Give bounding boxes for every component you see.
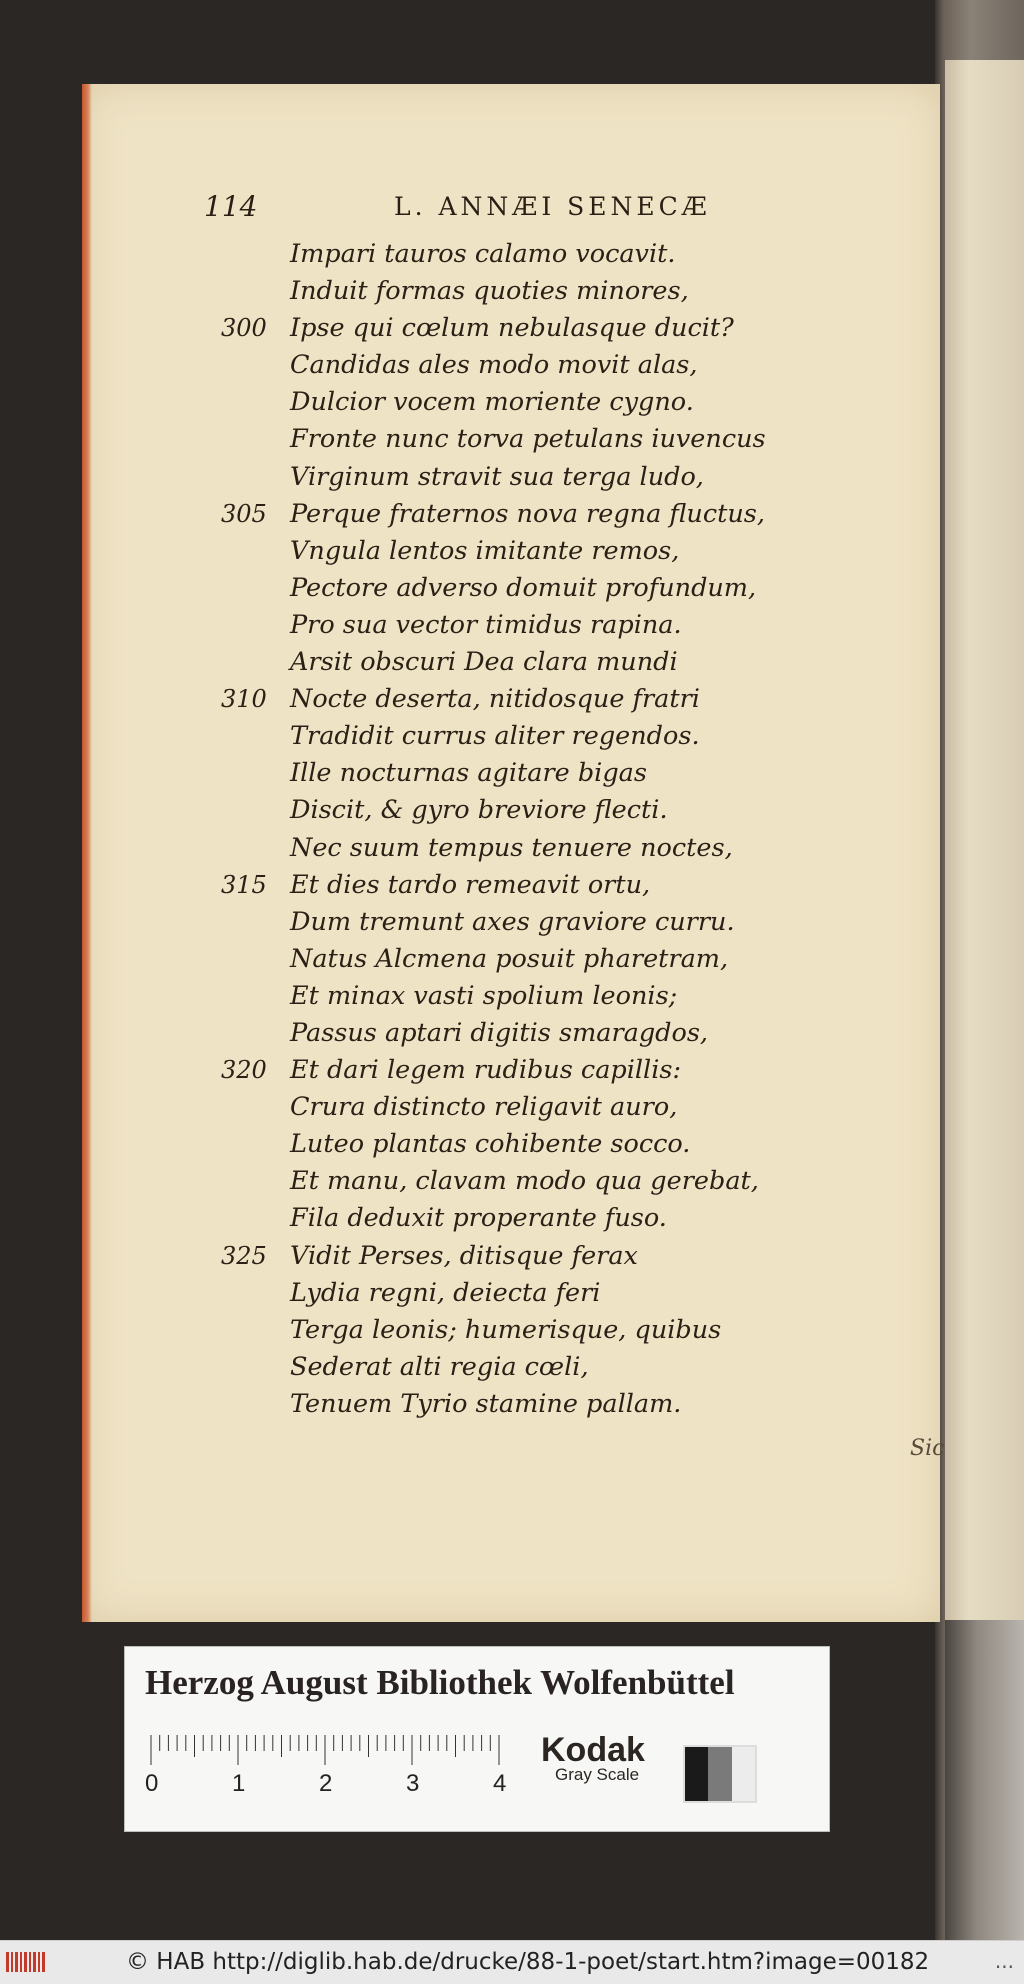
verse-line — [221, 1238, 824, 1275]
verse-text: Et minax vasti spolium leonis; — [290, 980, 678, 1011]
verse-line — [224, 1275, 824, 1312]
verse-line — [224, 347, 824, 384]
verse-text: Nec suum tempus tenuere noctes, — [290, 832, 733, 863]
gray-patch — [708, 1747, 731, 1801]
verse-text: Vidit Perses, ditisque ferax — [290, 1240, 638, 1271]
more-icon[interactable]: ... — [994, 1949, 1014, 1973]
verse-text: Natus Alcmena posuit pharetram, — [290, 943, 729, 974]
verse-text: Ipse qui cœlum nebulasque ducit? — [290, 313, 734, 344]
ruler-label: 1 — [232, 1770, 246, 1797]
verse-line — [224, 792, 824, 829]
verse-text: Virginum stravit sua terga ludo, — [290, 461, 704, 492]
verse-text: Candidas ales modo movit alas, — [290, 350, 698, 381]
verse-line — [224, 607, 824, 644]
verse-text: Et dies tardo remeavit ortu, — [290, 869, 651, 900]
verse-line — [224, 273, 824, 310]
verse-line — [224, 755, 824, 792]
verse-text: Passus aptari digitis smaragdos, — [290, 1017, 709, 1048]
adjacent-page — [945, 60, 1024, 1620]
verse-text: Arsit obscuri Dea clara mundi — [290, 647, 678, 678]
verse-line — [224, 236, 824, 273]
verse-text: Pro sua vector timidus rapina. — [290, 609, 682, 640]
verse-line — [224, 533, 824, 570]
verse-text: Et dari legem rudibus capillis: — [290, 1055, 682, 1086]
hab-barcode-icon — [6, 1950, 48, 1974]
verse-text: Fronte nunc torva petulans iuvencus — [290, 424, 766, 455]
status-bar — [0, 1940, 1024, 1984]
page-number: 114 — [204, 190, 258, 223]
gray-swatch — [683, 1745, 757, 1803]
verse-text: Et manu, clavam modo qua gerebat, — [290, 1166, 759, 1197]
line-number: 325 — [221, 1241, 267, 1270]
verse-line — [224, 830, 824, 867]
verse-text: Induit formas quoties minores, — [290, 276, 689, 307]
verse-text: Dum tremunt axes graviore curru. — [290, 906, 735, 937]
line-number: 320 — [221, 1056, 267, 1085]
verse-line — [221, 681, 824, 718]
verse-line — [224, 904, 824, 941]
verse-line — [224, 384, 824, 421]
verse-line — [224, 1312, 824, 1349]
kodak-logo: Kodak — [541, 1731, 645, 1769]
gray-patch — [732, 1747, 755, 1801]
verse-line — [224, 1200, 824, 1237]
library-name: Herzog August Bibliothek Wolfenbüttel — [145, 1663, 735, 1702]
line-number: 310 — [221, 685, 267, 714]
gray-patch — [685, 1747, 708, 1801]
library-color-strip — [124, 1646, 830, 1832]
verse-line — [221, 1052, 824, 1089]
verse-text: Perque fraternos nova regna fluctus, — [290, 498, 765, 529]
running-head: L. ANNÆI SENECÆ — [394, 192, 711, 221]
line-number: 300 — [221, 314, 267, 343]
verse-line — [224, 1349, 824, 1386]
source-citation[interactable]: © HAB http://diglib.hab.de/drucke/88-1-poet/start.htm?image=00182 — [126, 1949, 930, 1975]
ruler-label: 0 — [145, 1770, 159, 1797]
verse-line — [224, 1386, 824, 1423]
verse-line — [224, 978, 824, 1015]
ruler-label: 3 — [406, 1770, 420, 1797]
line-number: 305 — [221, 499, 267, 528]
red-page-edge — [82, 84, 92, 1622]
verse-text: Vngula lentos imitante remos, — [290, 535, 680, 566]
ruler-label: 4 — [493, 1770, 507, 1797]
verse-line — [224, 1089, 824, 1126]
verse-text: Nocte deserta, nitidosque fratri — [290, 684, 700, 715]
verse-text: Ille nocturnas agitare bigas — [290, 758, 647, 789]
verse-line — [221, 496, 824, 533]
verse-text: Impari tauros calamo vocavit. — [290, 239, 676, 269]
verse-text: Tenuem Tyrio stamine pallam. — [290, 1388, 682, 1419]
verse-line — [221, 310, 824, 347]
verse-text: Dulcior vocem moriente cygno. — [290, 387, 694, 418]
verse-line — [221, 867, 824, 904]
verse-line — [224, 1126, 824, 1163]
verse-line — [224, 644, 824, 681]
ruler-label: 2 — [319, 1770, 333, 1797]
verse-text: Tradidit currus aliter regendos. — [290, 721, 700, 752]
verse-line — [224, 1163, 824, 1200]
adjacent-page-lower — [945, 1620, 1024, 1940]
verse-block — [221, 236, 824, 1423]
verse-line — [224, 570, 824, 607]
verse-text: Discit, & gyro breviore flecti. — [290, 795, 668, 826]
verse-text: Fila deduxit properante fuso. — [290, 1203, 667, 1234]
verse-line — [224, 459, 824, 496]
verse-line — [224, 421, 824, 458]
page-header — [204, 190, 764, 230]
verse-text: Lydia regni, deiecta feri — [290, 1277, 601, 1308]
verse-text: Terga leonis; humerisque, quibus — [290, 1314, 722, 1345]
catchword: Sic — [910, 1436, 945, 1461]
verse-text: Pectore adverso domuit profundum, — [290, 572, 757, 603]
verse-text: Crura distincto religavit auro, — [290, 1092, 678, 1123]
line-number: 315 — [221, 870, 267, 899]
verse-line — [224, 1015, 824, 1052]
verse-text: Sederat alti regia cœli, — [290, 1351, 589, 1382]
verse-text: Luteo plantas cohibente socco. — [290, 1129, 691, 1160]
verse-line — [224, 941, 824, 978]
gray-scale-label: Gray Scale — [555, 1765, 640, 1784]
verse-line — [224, 718, 824, 755]
